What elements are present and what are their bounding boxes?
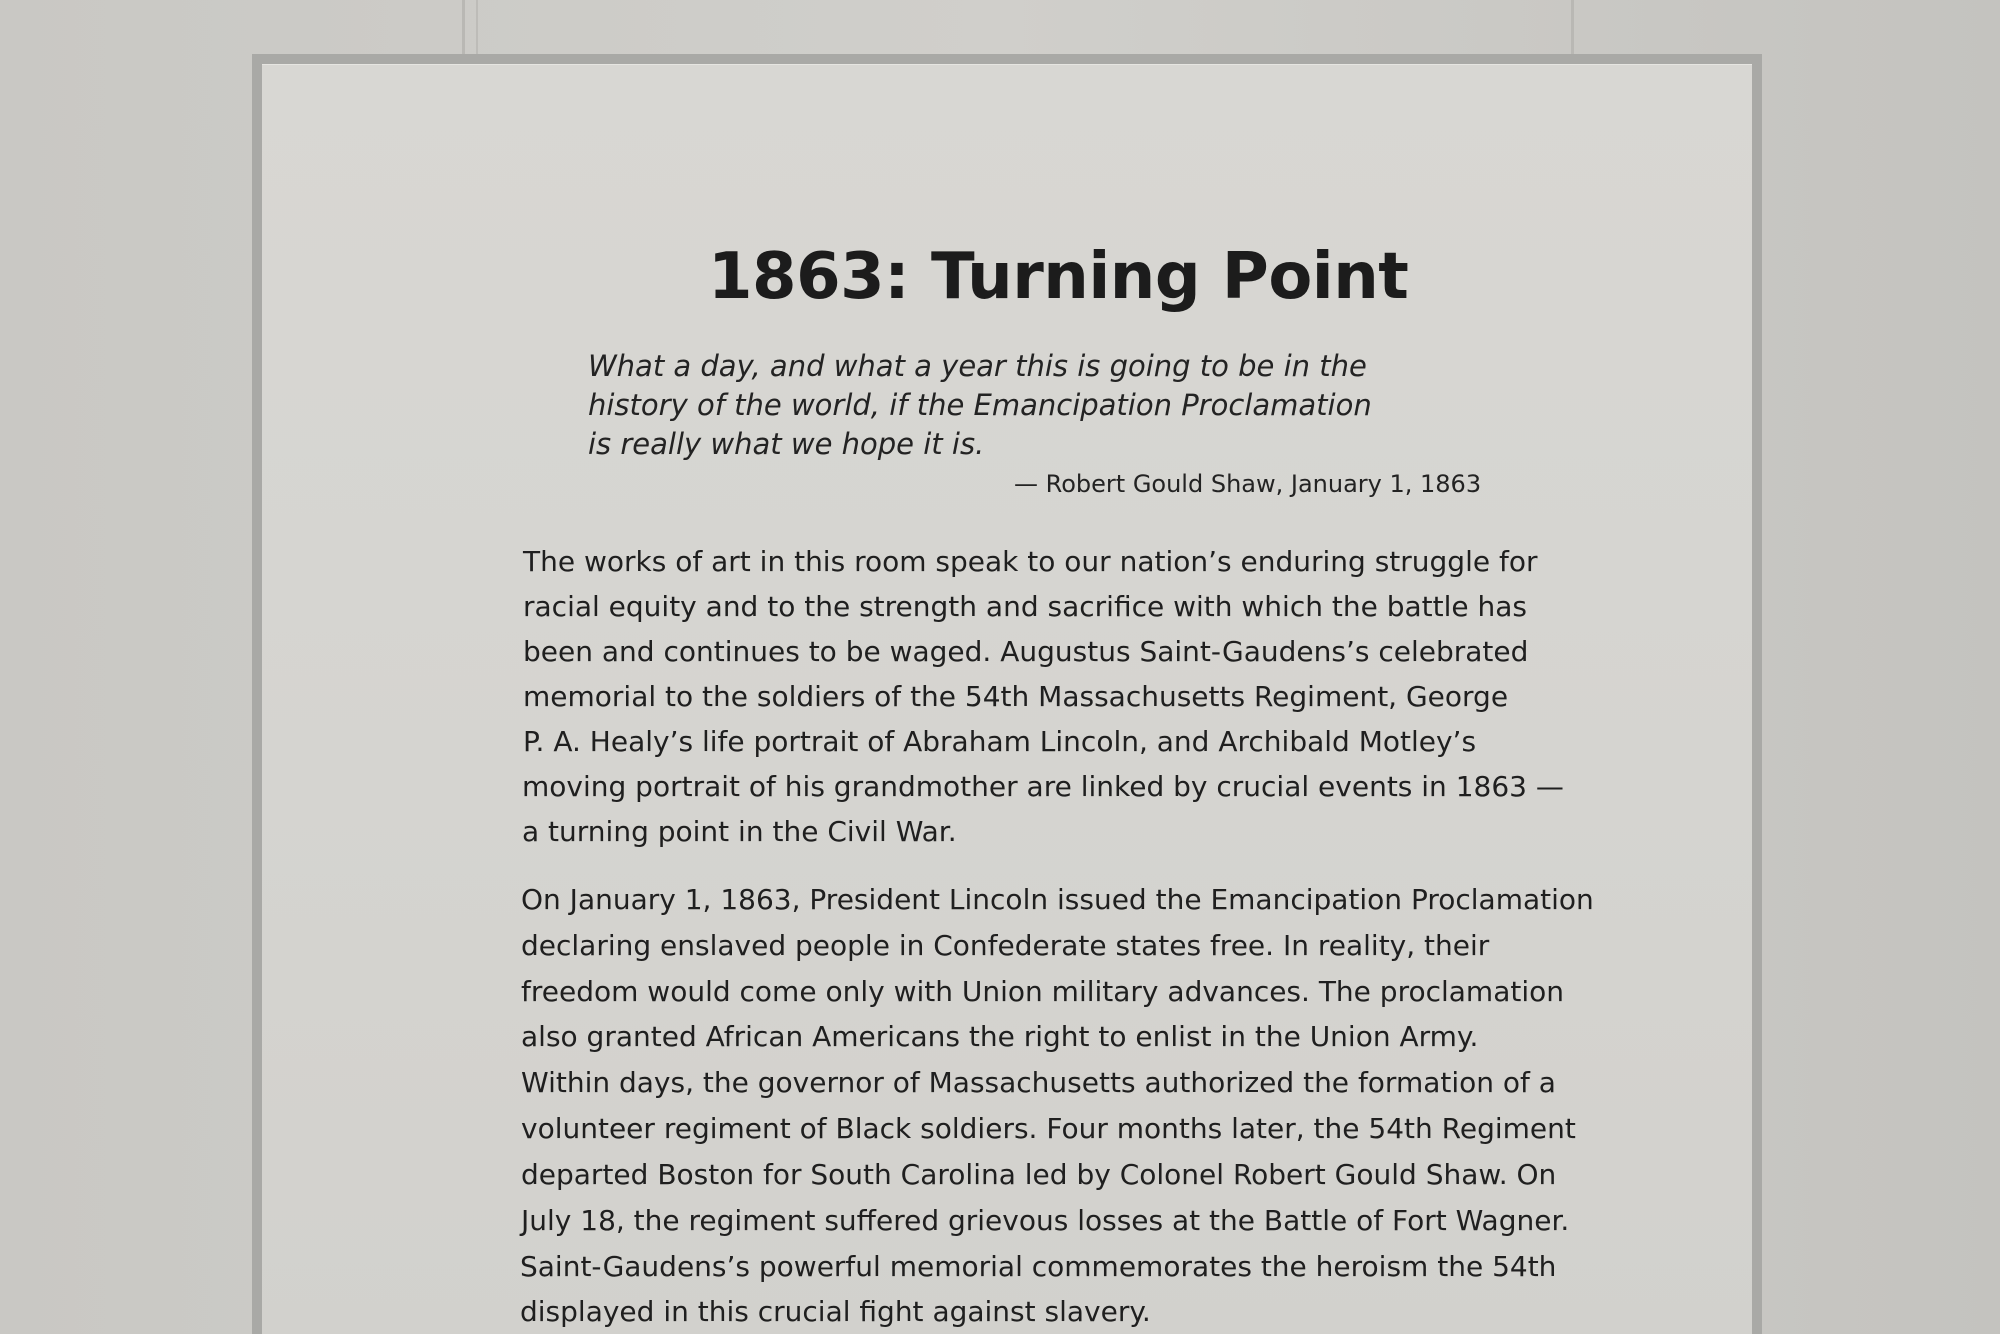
paragraph-2-line: declaring enslaved people in Confederate states free. In reality, their xyxy=(521,929,1490,962)
paragraph-1-line: been and continues to be waged. Augustus Saint-Gaudens’s celebrated xyxy=(523,635,1529,668)
paragraph-2-line: July 18, the regiment suffered grievous losses at the Battle of Fort Wagner. xyxy=(521,1204,1570,1237)
paragraph-1-line: P. A. Healy’s life portrait of Abraham Lincoln, and Archibald Motley’s xyxy=(523,725,1477,758)
quote-line: history of the world, if the Emancipation Proclamation xyxy=(588,388,1372,422)
paragraph-2-line: also granted African Americans the right to enlist in the Union Army. xyxy=(521,1020,1479,1053)
paragraph-2-line: departed Boston for South Carolina led by Colonel Robert Gould Shaw. On xyxy=(521,1158,1557,1191)
wall-seam xyxy=(462,0,465,60)
wall-seam xyxy=(1571,0,1574,60)
paragraph-1-line: moving portrait of his grandmother are linked by crucial events in 1863 — xyxy=(522,770,1564,803)
quote-line: What a day, and what a year this is going to be in the xyxy=(588,349,1367,383)
paragraph-1-line: memorial to the soldiers of the 54th Massachusetts Regiment, George xyxy=(523,680,1509,713)
paragraph-2-line: Saint-Gaudens’s powerful memorial commemorates the heroism the 54th xyxy=(520,1250,1557,1283)
paragraph-2-line: On January 1, 1863, President Lincoln issued the Emancipation Proclamation xyxy=(521,883,1594,916)
quote-line: is really what we hope it is. xyxy=(588,427,985,461)
paragraph-2-line: freedom would come only with Union military advances. The proclamation xyxy=(521,975,1564,1008)
paragraph-1-line: racial equity and to the strength and sacrifice with which the battle has xyxy=(523,590,1528,623)
placard-title: 1863: Turning Point xyxy=(708,240,1409,314)
paragraph-2-line: displayed in this crucial fight against slavery. xyxy=(520,1295,1151,1328)
paragraph-2-line: volunteer regiment of Black soldiers. Four months later, the 54th Regiment xyxy=(521,1112,1576,1145)
paragraph-2-line: Within days, the governor of Massachusetts authorized the formation of a xyxy=(521,1066,1556,1099)
paragraph-1-line: The works of art in this room speak to our nation’s enduring struggle for xyxy=(523,545,1538,578)
quote-attribution: — Robert Gould Shaw, January 1, 1863 xyxy=(1014,470,1482,498)
wall-seam xyxy=(476,0,478,60)
paragraph-1-line: a turning point in the Civil War. xyxy=(522,815,957,848)
